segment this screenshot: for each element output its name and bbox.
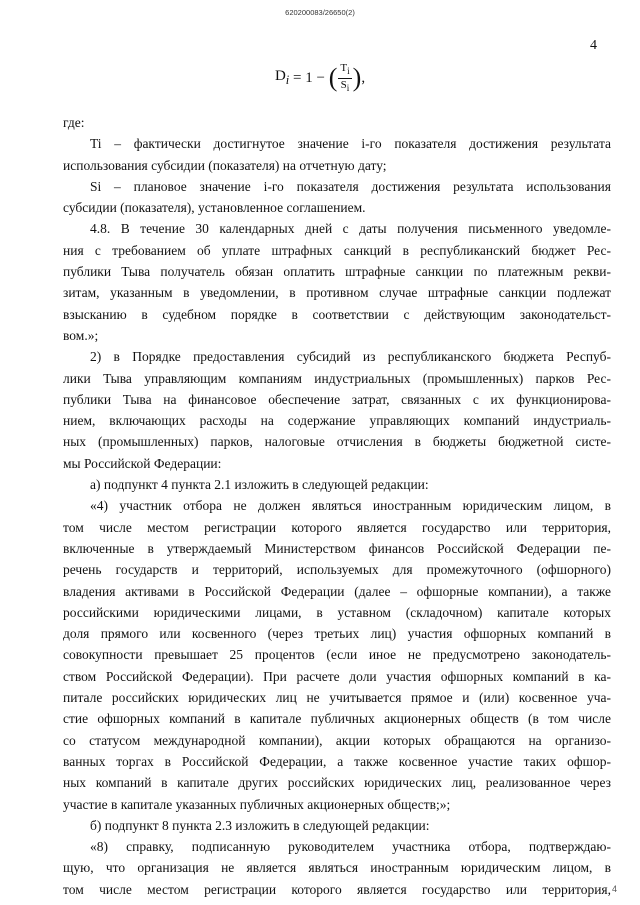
text-line: Ti – фактически достигнутое значение i-го показателя достижения результата xyxy=(90,136,611,152)
text-line: ных (промышленных) парков, налоговые отчисления в бюджеты бюджетной систе- xyxy=(63,434,611,450)
text-line: щую, что организация не является являться иностранным юридическим лицом, в xyxy=(63,860,611,876)
formula-tail: , xyxy=(361,69,366,86)
text-line: взысканию в судебном порядке в соответствии с действующим законодательст- xyxy=(63,306,611,322)
text-line: участие в капитале указанных публичных акционерных обществ;»; xyxy=(63,796,451,812)
text-line: владения активами в Российской Федерации (далее – офшорные компании), а также xyxy=(63,583,611,599)
text-line: «8) справку, подписанную руководителем участника отбора, подтверждаю- xyxy=(90,839,611,855)
corner-mark: 4 xyxy=(612,884,618,894)
formula-fraction: $\frac{T_i}{S_i}$ xyxy=(340,62,350,93)
text-line: а) подпункт 4 пункта 2.1 изложить в следующей редакции: xyxy=(90,477,429,493)
text-line: российскими юридическими лицами, в уставном (складочном) капитале которых xyxy=(63,604,611,620)
text-line: речень государств и территорий, используемых для промежуточного (офшорного) xyxy=(63,562,611,578)
text-line: публики Тыва на финансовое обеспечение затрат, связанных с их функционирова- xyxy=(63,391,611,407)
page-number: 4 xyxy=(590,38,597,53)
text-line: лики Тыва управляющим компаниям индустриальных (промышленных) парков Рес- xyxy=(63,370,611,386)
where-label: где: xyxy=(63,115,85,130)
formula-open-paren: ( xyxy=(328,63,338,92)
formula xyxy=(0,58,640,98)
text-line: субсидии (показателя), установленное соглашением. xyxy=(63,200,366,216)
text-line: 2) в Порядке предоставления субсидий из республиканского бюджета Респуб- xyxy=(90,349,611,365)
text-line: мы Российской Федерации: xyxy=(63,455,222,471)
text-line: Si – плановое значение i-го показателя достижения результата использования xyxy=(90,178,611,194)
text-line: зитам, указанным в уведомлении, в противном случае штрафные санкции подлежат xyxy=(63,285,611,301)
text-line: «4) участник отбора не должен являться иностранным юридическим лицом, в xyxy=(90,498,611,514)
text-line: ных компаний в капитале других российских юридических лиц, реализованное через xyxy=(63,775,611,791)
text-line: включенные в утверждаемый Министерством финансов Российской Федерации пе- xyxy=(63,540,611,556)
text-line: 4.8. В течение 30 календарных дней с даты получения письменного уведомле- xyxy=(90,221,611,237)
text-line: ством Российской Федерации). При расчете доли участия офшорных компаний в ка- xyxy=(63,668,611,684)
text-line: использования субсидии (показателя) на отчетную дату; xyxy=(63,157,387,173)
text-line: со статусом международной компании), акции которых обращаются на организо- xyxy=(63,732,611,748)
text-line: ванных торгах в Российской Федерации, а также косвенное участие таких офшор- xyxy=(63,753,611,769)
text-line: доля прямого или косвенного (через третьих лиц) участия офшорных компаний в xyxy=(63,626,611,642)
document-body xyxy=(63,112,611,900)
text-line: питале российских юридических лиц не учитывается прямое и (или) косвенное уча- xyxy=(63,690,611,706)
text-line: том числе местом регистрации которого является государство или территория, xyxy=(63,519,611,535)
document-id: 620200083/26650(2) xyxy=(285,8,355,17)
formula-lhs: $D_i$ xyxy=(274,68,290,87)
text-line: стие офшорных компаний в капитале публичных акционерных обществ (в том числе xyxy=(63,711,611,727)
text-line: вом.»; xyxy=(63,327,99,343)
formula-close-paren: ) xyxy=(352,63,362,92)
formula-middle: = 1 − xyxy=(289,69,329,86)
text-line: публики Тыва получатель обязан оплатить штрафные санкции по платежным рекви- xyxy=(63,264,611,280)
text-line: совокупности превышает 25 процентов (если иное не предусмотрено законодатель- xyxy=(63,647,611,663)
text-line: нием, включающих расходы на содержание управляющих компаний индустриаль- xyxy=(63,413,611,429)
text-line: б) подпункт 8 пункта 2.3 изложить в следующей редакции: xyxy=(90,817,430,833)
text-line: том числе местом регистрации которого является государство или территория, xyxy=(63,881,611,897)
text-line: ния с требованием об уплате штрафных санкций в республиканский бюджет Рес- xyxy=(63,242,611,258)
